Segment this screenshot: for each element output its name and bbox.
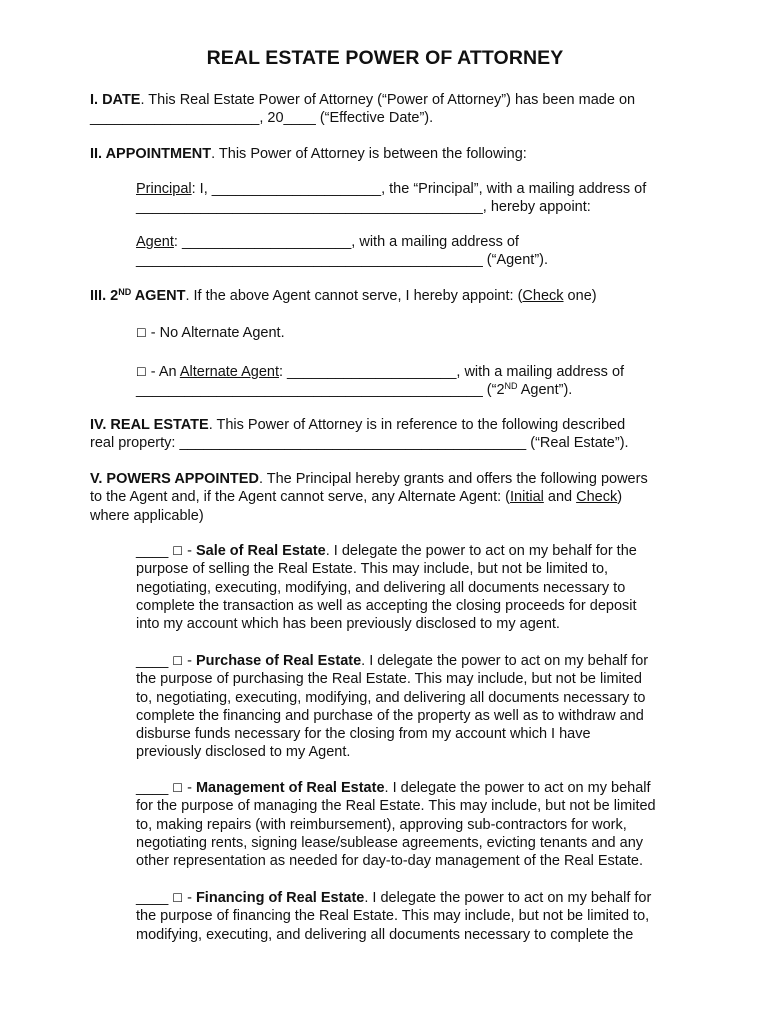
real-property-field[interactable]: real property: ___________________________________________ (“Real Estate”). [90, 435, 629, 452]
principal-label: Principal [136, 181, 192, 197]
initial-label: Initial [510, 489, 544, 506]
alternate-agent-pre: - An [146, 364, 180, 380]
power-financing: ____ ☐ - Financing of Real Estate. I delegate the power to act on my behalf for the purpose of financing the Real Estate. This may include, but not be limited to, modifying, executing, and delivering all documents necessary to complete the [136, 890, 652, 943]
agent-block [136, 233, 548, 270]
section-second-agent-text-end: one) [563, 288, 597, 304]
power-sale-checkbox[interactable]: ☐ [172, 544, 184, 558]
alternate-agent-option [136, 363, 624, 400]
section-powers-line3: where applicable) [90, 507, 204, 524]
power-management-checkbox[interactable]: ☐ [172, 781, 184, 795]
section-real-estate [90, 416, 629, 453]
no-alternate-option [136, 324, 285, 342]
power-financing-title: Financing of Real Estate [195, 890, 365, 906]
power-purchase-title: Purchase of Real Estate [195, 653, 362, 669]
power-sale: ____ ☐ - Sale of Real Estate. I delegate the power to act on my behalf for the purpose of selling the Real Estate. This may include, but not be limited to, negotiating, executing, modifying, and delivering all documents necessary to complete the transaction as well as accepting the closing proceeds for deposit into my account which has been previously disclosed to my agent. [136, 543, 637, 633]
section-date-heading: I. DATE [90, 92, 141, 108]
power-purchase: ____ ☐ - Purchase of Real Estate. I delegate the power to act on my behalf for the purpose of purchasing the Real Estate. This may include, but not be limited to, negotiating, executing, modifying, and delivering all documents necessary to complete the financing and purchase of the property as well as to withdraw and disburse funds necessary for the closing from my account which I have previously disclosed to my Agent. [136, 653, 649, 761]
section-appointment [90, 145, 527, 163]
power-sale-title: Sale of Real Estate [195, 543, 326, 559]
section-real-estate-heading: IV. REAL ESTATE [90, 417, 209, 433]
section-powers-line2: to the Agent and, if the Agent cannot serve, any Alternate Agent: ( [90, 489, 510, 506]
section-second-agent-text: . If the above Agent cannot serve, I hereby appoint: ( [185, 288, 523, 304]
principal-name-field[interactable]: : I, _____________________, the “Principal”, with a mailing address of [191, 181, 647, 197]
agent-name-field[interactable]: : _____________________, with a mailing address of [173, 234, 519, 250]
document-title: REAL ESTATE POWER OF ATTORNEY [206, 47, 564, 69]
no-alternate-checkbox[interactable]: ☐ [136, 326, 147, 340]
effective-date-field[interactable]: _____________________, 20____ (“Effective Date”). [90, 110, 434, 127]
alternate-agent-checkbox[interactable]: ☐ [136, 365, 147, 379]
section-second-agent-heading: III. 2ND AGENT [90, 287, 186, 304]
no-alternate-text: - No Alternate Agent. [146, 325, 285, 341]
power-management: ____ ☐ - Management of Real Estate. I delegate the power to act on my behalf for the purpose of managing the Real Estate. This may include, but not be limited to, making repairs (with reimbursement), approving sub-contractors for work, negotiating rents, signing lease/sublease agreements, evicting tenants and any other representation as needed for day-to-day management of the Real Estate. [136, 780, 656, 870]
power-purchase-initial-field[interactable]: ____ [136, 653, 173, 669]
section-date [90, 91, 635, 128]
section-powers-text: . The Principal hereby grants and offers the following powers [258, 471, 648, 487]
power-financing-initial-field[interactable]: ____ [136, 890, 173, 906]
power-financing-checkbox[interactable]: ☐ [172, 891, 184, 905]
section-powers-heading: V. POWERS APPOINTED [90, 471, 259, 487]
section-second-agent [90, 287, 597, 305]
section-date-text: . This Real Estate Power of Attorney (“Power of Attorney”) has been made on [140, 92, 636, 108]
principal-block [136, 180, 646, 217]
section-powers: V. POWERS APPOINTED. The Principal hereby grants and offers the following powers to the Agent and, if the Agent cannot serve, any Alternate Agent: (Initial and Check) where applicable) [90, 471, 648, 524]
power-management-title: Management of Real Estate [195, 780, 385, 796]
principal-address-field[interactable]: ___________________________________________, hereby appoint: [136, 199, 591, 216]
power-purchase-checkbox[interactable]: ☐ [172, 654, 184, 668]
section-appointment-heading: II. APPOINTMENT [90, 146, 212, 162]
power-sale-initial-field[interactable]: ____ [136, 543, 173, 559]
section-real-estate-text: . This Power of Attorney is in reference to the following described [208, 417, 626, 433]
power-management-initial-field[interactable]: ____ [136, 780, 173, 796]
alternate-agent-address-field[interactable]: ___________________________________________ (“2ND Agent”). [136, 381, 573, 399]
alternate-agent-label: Alternate Agent [179, 364, 279, 380]
section-appointment-text: . This Power of Attorney is between the following: [211, 146, 527, 162]
agent-label: Agent [136, 234, 174, 250]
check-label-2: Check [576, 489, 618, 506]
alternate-agent-name-field[interactable]: : _____________________, with a mailing address of [279, 364, 625, 380]
agent-address-field[interactable]: ___________________________________________ (“Agent”). [136, 252, 549, 269]
check-label: Check [522, 288, 564, 304]
